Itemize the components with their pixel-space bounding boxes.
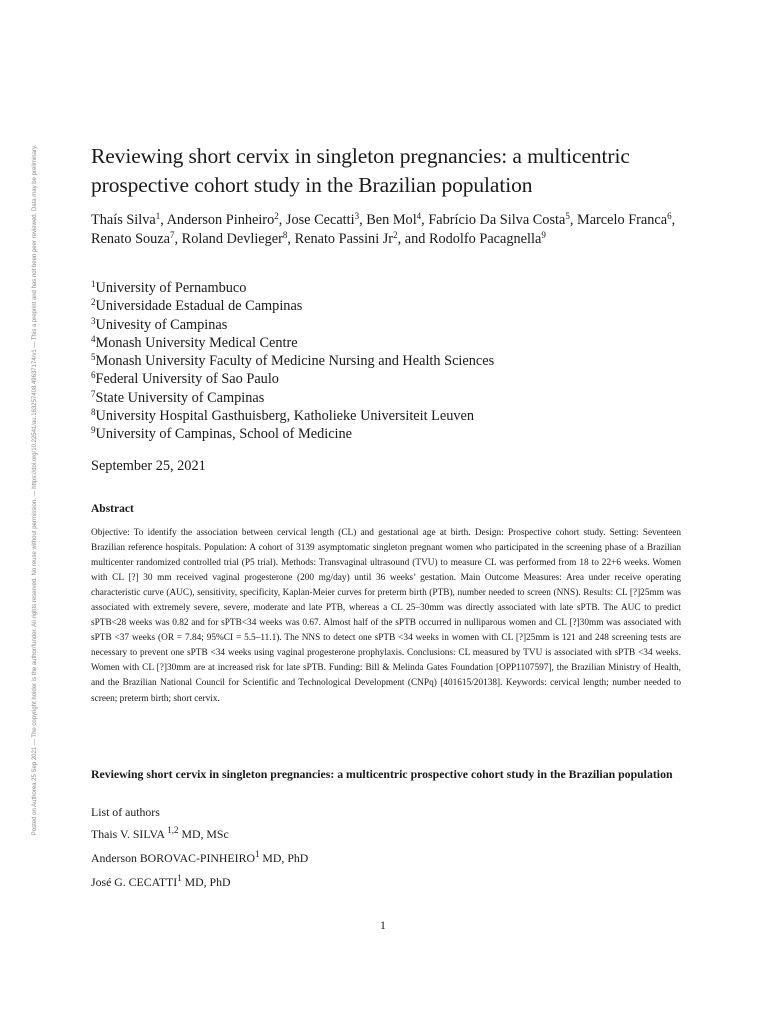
- author: [286, 212, 359, 228]
- author-name: Roland Devlieger: [181, 231, 283, 247]
- author: [429, 231, 546, 247]
- affiliation-number: 6: [91, 370, 96, 381]
- author-name: Fabrício Da Silva Costa: [428, 212, 566, 228]
- author: [91, 212, 160, 228]
- affiliation-name: Federal University of Sao Paulo: [95, 371, 279, 388]
- author: [577, 212, 672, 228]
- abstract-text: Objective: To identify the association between cervical length (CL) and gestational age at birth. Design: Prospective cohort study. Setting: Seventeen Brazilian reference hospitals. Population: A cohort of 3139 asymptomatic singleton pregnant women who participated in the screening phase of a Brazilian multicenter randomized controlled trial (P5 trial). Methods: Transvaginal ultrasound (TVU) to measure CL was performed from 18 to 22+6 weeks. Women with CL [?] 30 mm received vaginal progesterone (200 mg/day) until 36 weeks’ gestation. Main Outcome Measures: Area under receive operating characteristic curve (AUC), sensitivity, specificity, Kaplan-Meier curves for preterm birth (PTB), number needed to screen (NNS). Results: CL [?]25mm was associated with extremely severe, severe, moderate and late PTB, whereas a CL 25–30mm was directly associated with late sPTB. The AUC to predict sPTB<28 weeks was 0.82 and for sPTB<34 weeks was 0.67. Almost half of the sPTB occurred in nulliparous women and CL [?]30mm was associated with sPTB <37 weeks (OR = 7.84; 95%CI = 5.5–11.1). The NNS to detect one sPTB <34 weeks in women with CL [?]25mm is 121 and 248 screening tests are necessary to prevent one sPTB <34 weeks using vaginal progesterone prophylaxis. Conclusions: CL measured by TVU is associated with sPTB <34 weeks. Women with CL [?]30mm are at increased risk for late sPTB. Funding: Bill & Melinda Gates Foundation [OPP1107597], the Brazilian Ministry of Health, and the Brazilian National Council for Scientific and Technological Development (CNPq) [401615/20138]. Keywords: cervical length; number needed to screen; preterm birth; short cervix.: [91, 528, 681, 704]
- author-list-degree: MD, MSc: [178, 827, 229, 841]
- affiliation-item: [91, 334, 681, 352]
- author-affiliation-marker: 1: [155, 211, 161, 221]
- affiliation-number: 9: [91, 425, 96, 436]
- author-affiliation-marker: 6: [667, 211, 672, 221]
- affiliation-item: [91, 352, 681, 370]
- affiliation-name: Universidade Estadual de Campinas: [95, 298, 303, 315]
- author-name: Renato Souza: [91, 231, 171, 247]
- affiliation-name: University of Campinas, School of Medicine: [95, 426, 353, 443]
- author-list-item: [91, 851, 308, 866]
- affiliation-number: 3: [91, 315, 96, 326]
- affiliation-item: [91, 279, 681, 297]
- author-list-degree: MD, PhD: [181, 875, 231, 889]
- author: [167, 212, 279, 228]
- author-list-name: Thais V. SILVA: [91, 827, 165, 841]
- author: [91, 231, 175, 247]
- author: [366, 212, 421, 228]
- author-affiliation-marker: 5: [565, 211, 570, 221]
- affiliation-number: 2: [91, 297, 96, 308]
- author-affiliation-marker: 4: [416, 211, 422, 221]
- author-affiliation-marker: 9: [541, 230, 546, 240]
- affiliation-item: [91, 316, 681, 334]
- affiliation-item: [91, 407, 681, 425]
- author: [295, 231, 398, 247]
- author-name: Ben Mol: [366, 212, 417, 228]
- paper-title: Reviewing short cervix in singleton pregnancies: a multicentric prospective cohort study in the Brazilian population: [91, 144, 630, 197]
- author-name: Jose Cecatti: [285, 212, 355, 228]
- sidebar-text: Posted on Authorea 25 Sep 2021 — The copyright holder is the author/funder. All rights reserved. No reuse without permission. — https://doi.org/10.22541/au.163257408.49637174/v1 — This a preprint and has not been peer reviewed. Data may be preliminary.: [32, 144, 38, 836]
- author-list-marker: 1,2: [167, 825, 179, 835]
- affiliation-list: [91, 279, 681, 444]
- author: [182, 231, 288, 247]
- affiliation-item: [91, 370, 681, 388]
- author-name: Marcelo Franca: [576, 212, 668, 228]
- page-number: 1: [380, 918, 386, 932]
- affiliation-item: [91, 425, 681, 443]
- affiliation-name: Monash University Faculty of Medicine Nursing and Health Sciences: [95, 353, 495, 370]
- abstract-heading: Abstract: [91, 503, 134, 515]
- section-title: Reviewing short cervix in singleton pregnancies: a multicentric prospective cohort study in the Brazilian population: [91, 767, 673, 781]
- author-name: Anderson Pinheiro: [166, 212, 275, 228]
- author-name: Thaís Silva: [91, 212, 156, 228]
- affiliation-name: University of Pernambuco: [95, 280, 247, 296]
- author-affiliation-marker: 2: [393, 230, 398, 240]
- author-affiliation-marker: 3: [354, 211, 360, 221]
- author-list-item: [91, 827, 229, 842]
- author-list-item: [91, 875, 231, 890]
- author-list-marker: 1: [254, 849, 260, 859]
- author-list-name: Anderson BOROVAC-PINHEIRO: [91, 851, 255, 865]
- affiliation-number: 5: [91, 352, 96, 363]
- author-affiliation-marker: 2: [274, 211, 279, 221]
- affiliation-number: 8: [91, 407, 96, 418]
- author-affiliation-marker: 8: [282, 230, 288, 240]
- affiliation-name: Monash University Medical Centre: [95, 334, 298, 351]
- affiliation-item: [91, 389, 681, 407]
- preprint-sidebar-notice: [28, 40, 42, 940]
- author-list-marker: 1: [177, 873, 182, 883]
- list-of-authors-label: List of authors: [91, 805, 160, 819]
- author-line: Thaís Silva$^1$, Anderson Pinheiro$^2$, Jose Cecatti$^3$, Ben Mol$^4$, Fabrício Da Silva Costa$^5$, Marcelo Franca$^6$, Renato Souza$^7$, Roland Devlieger$^8$, Renato Passini Jr$^2$, and Rodolfo Pacagnella$^9$: [91, 211, 676, 247]
- affiliation-item: [91, 297, 681, 315]
- affiliation-number: 4: [91, 333, 96, 344]
- affiliation-name: University Hospital Gasthuisberg, Katholieke Universiteit Leuven: [95, 408, 475, 425]
- affiliation-name: Univesity of Campinas: [95, 316, 228, 333]
- affiliation-name: State University of Campinas: [95, 389, 265, 406]
- author-name: Rodolfo Pacagnella: [428, 231, 542, 247]
- publication-date: September 25, 2021: [91, 458, 206, 474]
- author-list-name: José G. CECATTI: [91, 875, 178, 889]
- author-list-degree: MD, PhD: [259, 851, 309, 865]
- author-name: Renato Passini Jr: [294, 231, 394, 247]
- author-affiliation-marker: 7: [170, 230, 175, 240]
- affiliation-number: 7: [91, 388, 96, 399]
- affiliation-number: 1: [91, 279, 96, 289]
- author: [428, 212, 570, 228]
